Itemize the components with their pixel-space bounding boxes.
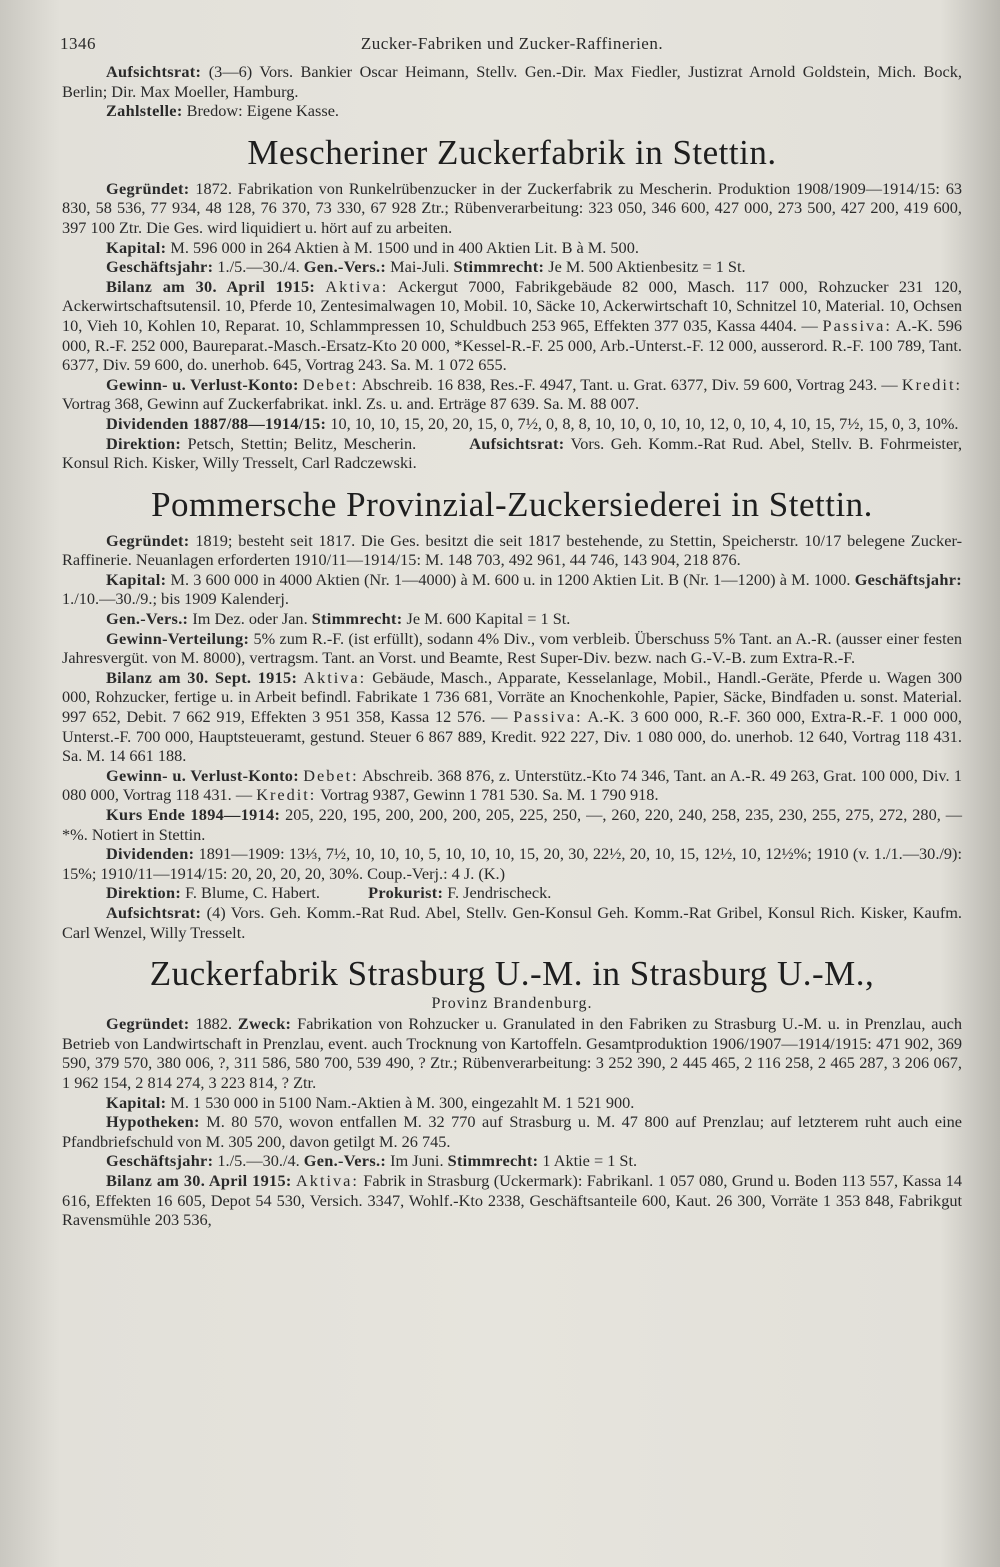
s3-hypotheken — [62, 1112, 962, 1151]
s2-bilanz-label: Bilanz am 30. Sept. 1915: — [106, 667, 298, 687]
s2-kapital — [62, 570, 962, 609]
s3-kapital-label: Kapital: — [106, 1092, 167, 1112]
s3-hypo-label: Hypotheken: — [106, 1112, 200, 1132]
s2-direktion-label: Direktion: — [106, 883, 182, 903]
s1-gv-label: Gen.-Vers.: — [303, 257, 387, 277]
page-header — [62, 34, 962, 62]
s2-kurs-text: 205, 220, 195, 200, 200, 200, 205, 225, 250, —, 260, 220, 240, 258, 235, 230, 255, 275, 272, 280, —*%. Notiert in Stettin. — [62, 805, 963, 844]
s1-aktiva-label: Aktiva: — [325, 276, 389, 296]
s0-zahlstelle-text: Bredow: Eigene Kasse. — [186, 101, 340, 121]
s3-bilanz-label: Bilanz am 30. April 1915: — [106, 1170, 292, 1190]
s1-kapital-label: Kapital: — [106, 237, 167, 257]
s0-zahlstelle-label: Zahlstelle: — [106, 101, 183, 121]
s2-genvers — [62, 609, 962, 629]
s2-passiva-text: A.-K. 3 600 000, R.-F. 360 000, Extra-R.-F. 1 000 000, Unterst.-F. 700 000, Hauptsteueramt, gestund. Steuer 6 867 889, Kredit. 922 227, Div. 1 080 000, do. unerhob. 12 640, Vortrag 118 431. Sa. M. 14 661 188. — [62, 707, 962, 766]
s2-kurs — [62, 805, 962, 844]
s1-aufsichtsrat-text: Vors. Geh. Komm.-Rat Rud. Abel, Stellv. B. Fohrmeister, Konsul Rich. Kisker, Willy Tresselt, Carl Radczewski. — [62, 433, 963, 473]
s2-prokurist-text: F. Jendrischeck. — [447, 883, 552, 903]
s1-bilanz-label: Bilanz am 30. April 1915: — [106, 276, 316, 296]
s2-gewinnv-label: Gewinn-Verteilung: — [106, 628, 250, 648]
s2-aufsichtsrat — [62, 903, 962, 942]
s1-passiva-label: Passiva: — [822, 315, 892, 335]
s1-kredit-text: Vortrag 368, Gewinn auf Zuckerfabrikat. inkl. Zs. u. and. Erträge 87 639. Sa. M. 88 007. — [62, 394, 640, 414]
s1-aufsichtsrat-label: Aufsichtsrat: — [469, 433, 565, 453]
s1-kapital — [62, 238, 962, 258]
s0-aufsichtsrat — [62, 62, 962, 101]
s2-direktion — [62, 883, 962, 903]
s1-passiva-text: A.-K. 596 000, R.-F. 252 000, Baureparat.-Masch.-Ersatz-Kto 20 000, *Kessel-R.-F. 25 000, Arb.-Unterst.-F. 12 000, ausserord. R.-F. 100 789, Tant. 6377, Div. 59 600, do. unerhob. 645, Vortrag 243. Sa. M. 1 072 655. — [62, 315, 962, 375]
s2-gj-text: 1./10.—30./9.; bis 1909 Kalenderj. — [62, 589, 290, 609]
s2-kapital-label: Kapital: — [106, 569, 167, 589]
s1-debet-text: Abschreib. 16 838, Res.-F. 4947, Tant. u. Grat. 6377, Div. 59 600, Vortrag 243. — — [361, 374, 898, 394]
s1-gegruendet-text: 1872. Fabrikation von Runkelrübenzucker in der Zuckerfabrik zu Mescherin. Produktion 1908/1909—1914/15: 63 830, 58 536, 77 934, 48 128, 76 370, 73 330, 67 928 Ztr.; Rübenverarbeitung: 323 050, 346 600, 427 000, 273 500, 427 200, 419 600, 397 100 Ztr. Die Ges. wird liquidiert u. hört auf zu arbeiten. — [62, 178, 962, 237]
s3-aktiva-label: Aktiva: — [296, 1170, 359, 1190]
s1-div-text: 10, 10, 10, 15, 20, 20, 15, 0, 7½, 0, 8, 8, 10, 10, 0, 10, 10, 12, 0, 10, 4, 10, 15, 7½, 15, 0, 3, 10%. — [330, 413, 959, 433]
s1-gj-text: 1./5.—30./4. — [217, 257, 300, 277]
s2-div-text: 1891—1909: 13⅓, 7½, 10, 10, 10, 5, 10, 10, 10, 15, 20, 30, 22½, 20, 10, 15, 12½, 10, 12½%; 1910 (v. 1./1.—30./9): 15%; 1910/11—1914/15: 20, 20, 20, 20, 30%. Coup.-Verj.: 4 J. (K.) — [62, 844, 962, 883]
page-number: 1346 — [60, 34, 96, 53]
s3-stimm-label: Stimmrecht: — [447, 1151, 539, 1171]
s3-kapital-text: M. 1 530 000 in 5100 Nam.-Aktien à M. 300, eingezahlt M. 1 521 900. — [170, 1092, 635, 1112]
s2-gewinnv-text: 5% zum R.-F. (ist erfüllt), sodann 4% Div., vom verbleib. Überschuss 5% Tant. an A.-R. (ausser einer festen Jahresvergüt. von M. 8000), vertragsm. Tant. an Vorst. und Beamte, Rest Super-Div. bezw. nach G.-V.-B. zum Extra-R.-F. — [62, 628, 963, 668]
s1-guv — [62, 375, 962, 414]
s1-gv-text: Mai-Juli. — [390, 257, 450, 277]
s3-zweck-label: Zweck: — [237, 1014, 292, 1034]
s2-guv-label: Gewinn- u. Verlust-Konto: — [106, 765, 299, 785]
s3-gegruendet-label: Gegründet: — [106, 1014, 190, 1034]
s2-kredit-label: Kredit: — [256, 785, 317, 805]
s3-zweck-text: Fabrikation von Rohzucker u. Granulated in den Fabriken zu Strasburg U.-M. u. in Prenzlau, auch Betrieb von Landwirtschaft in Prenzlau, event. auch Trocknung von Kartoffeln. Gesamtproduktion 1906/1907—1914/1915: 471 902, 369 590, 379 570, 380 006, ?, 311 586, 580 700, 539 490, ? Ztr.; Rübenverarbeitung: 3 252 390, 2 445 465, 2 116 258, 2 465 287, 3 206 067, 1 962 154, 2 814 274, 3 223 814, ? Ztr. — [62, 1014, 963, 1092]
s1-direktion — [62, 434, 962, 473]
s2-div-label: Dividenden: — [106, 844, 195, 864]
s2-dividenden — [62, 844, 962, 883]
s2-debet-label: Debet: — [303, 765, 359, 785]
s0-aufsichtsrat-label: Aufsichtsrat: — [106, 62, 202, 81]
s2-stimm-text: Je M. 600 Kapital = 1 St. — [406, 609, 571, 629]
s3-gv-text: Im Juni. — [390, 1151, 444, 1171]
s3-gj-text: 1./5.—30./4. — [217, 1151, 300, 1171]
s1-gegruendet — [62, 179, 962, 238]
s1-div-label: Dividenden 1887/88—1914/15: — [106, 413, 327, 433]
s3-hypo-text: M. 80 570, wovon entfallen M. 32 770 auf Strasburg u. M. 47 800 auf Prenzlau; auf letzterem ruht auch eine Pfandbriefschuld von M. 305 200, davon getilgt M. 26 745. — [62, 1112, 963, 1151]
s2-gj-label: Geschäftsjahr: — [854, 569, 962, 589]
s3-subtitle: Provinz Brandenburg. — [431, 995, 593, 1013]
s3-stimm-text: 1 Aktie = 1 St. — [542, 1151, 638, 1171]
s2-kredit-text: Vortrag 9387, Gewinn 1 781 530. Sa. M. 1 790 918. — [320, 785, 659, 805]
s2-aufsichtsrat-text: (4) Vors. Geh. Komm.-Rat Rud. Abel, Stellv. Gen-Konsul Geh. Komm.-Rat Gribel, Konsul Rich. Kisker, Kaufm. Carl Wenzel, Willy Tresselt. — [62, 902, 962, 942]
s2-direktion-text: F. Blume, C. Habert. — [185, 883, 320, 903]
running-title: Zucker-Fabriken und Zucker-Raffinerien. — [360, 34, 664, 53]
s2-stimm-label: Stimmrecht: — [311, 609, 403, 629]
s1-title: Mescheriner Zuckerfabrik in Stettin. — [247, 132, 777, 172]
s2-aktiva-label: Aktiva: — [303, 667, 367, 687]
s1-stimm-label: Stimmrecht: — [453, 257, 545, 277]
s1-dividenden — [62, 414, 962, 434]
s1-direktion-text: Petsch, Stettin; Belitz, Mescherin. — [187, 433, 417, 453]
s2-gegruendet-label: Gegründet: — [106, 530, 190, 550]
s1-debet-label: Debet: — [302, 374, 359, 394]
s2-passiva-label: Passiva: — [513, 707, 583, 727]
s1-stimm-text: Je M. 500 Aktienbesitz = 1 St. — [548, 257, 746, 277]
s2-aufsichtsrat-label: Aufsichtsrat: — [106, 902, 202, 922]
s2-guv — [62, 766, 962, 805]
s2-debet-text: Abschreib. 368 876, z. Unterstütz.-Kto 74 346, Tant. an A.-R. 49 263, Grat. 100 000, Div. 1 080 000, Vortrag 118 431. — — [62, 765, 963, 805]
s2-gegruendet — [62, 531, 962, 570]
s2-prokurist-label: Prokurist: — [368, 883, 444, 903]
s1-geschaeftsjahr — [62, 257, 962, 277]
s3-gegruendet-text: 1882. — [195, 1014, 233, 1034]
s0-aufsichtsrat-text: (3—6) Vors. Bankier Oscar Heimann, Stellv. Gen.-Dir. Max Fiedler, Justizrat Arnold Goldstein, Mich. Bock, Berlin; Dir. Max Moeller, Hamburg. — [62, 62, 962, 101]
s3-kapital — [62, 1093, 962, 1113]
s2-gv-text: Im Dez. oder Jan. — [192, 609, 308, 629]
s1-kredit-label: Kredit: — [901, 374, 962, 394]
s2-title: Pommersche Provinzial-Zuckersiederei in Stettin. — [151, 484, 873, 524]
s1-gj-label: Geschäftsjahr: — [106, 257, 214, 277]
s1-aktiva-text: Ackergut 7000, Fabrikgebäude 82 000, Masch. 117 000, Rohzucker 231 120, Ackerwirtschaftsutensil. 10, Pferde 10, Zentesimalwagen 10, Mobil. 10, Säcke 10, Ackerwirtschaft 10, Schnitzel 10, Material. 10, Ochsen 10, Vieh 10, Kohlen 10, Reparat. 10, Schlammpressen 10, Schuldbuch 253 965, Effekten 377 035, Kassa 4404. — — [62, 276, 962, 335]
s1-direktion-label: Direktion: — [106, 433, 182, 453]
s3-gj-label: Geschäftsjahr: — [106, 1151, 214, 1171]
s3-gv-label: Gen.-Vers.: — [303, 1151, 387, 1171]
s1-guv-label: Gewinn- u. Verlust-Konto: — [106, 374, 299, 394]
s2-aktiva-text: Gebäude, Masch., Apparate, Kesselanlage, Mobil., Handl.-Geräte, Pferde u. Wagen 300 000, Rohzucker, fertige u. in Arbeit befindl. Fabrikate 1 736 681, Vorräte an Knochenkohle, Papier, Säcke, Bindfaden u. sonst. Material. 997 652, Debit. 7 662 919, Effekten 3 951 358, Kassa 12 576. — — [62, 667, 962, 727]
s3-bilanz — [62, 1171, 962, 1230]
s3-title: Zuckerfabrik Strasburg U.-M. in Strasburg U.-M., — [149, 954, 875, 994]
s0-zahlstelle — [62, 101, 962, 121]
s1-gegruendet-label: Gegründet: — [106, 178, 190, 198]
s1-bilanz — [62, 277, 962, 375]
s2-gewinnverteilung — [62, 629, 962, 668]
s3-geschaeftsjahr — [62, 1151, 962, 1171]
s1-kapital-text: M. 596 000 in 264 Aktien à M. 1500 und in 400 Aktien Lit. B à M. 500. — [170, 237, 639, 257]
s3-gegruendet — [62, 1014, 962, 1092]
s2-kapital-text: M. 3 600 000 in 4000 Aktien (Nr. 1—4000) à M. 600 u. in 1200 Aktien Lit. B (Nr. 1—1200) à M. 1000. — [170, 569, 851, 589]
s2-gegruendet-text: 1819; besteht seit 1817. Die Ges. besitzt die seit 1817 bestehende, zu Stettin, Speicherstr. 10/17 belegene Zucker-Raffinerie. Neuanlagen erforderten 1910/11—1914/15: M. 148 703, 492 961, 44 746, 143 904, 218 876. — [62, 530, 962, 570]
s2-kurs-label: Kurs Ende 1894—1914: — [106, 805, 281, 824]
s2-gv-label: Gen.-Vers.: — [106, 609, 189, 629]
s2-bilanz — [62, 668, 962, 766]
s3-aktiva-text: Fabrik in Strasburg (Uckermark): Fabrikanl. 1 057 080, Grund u. Boden 113 557, Kassa 14 616, Effekten 16 605, Depot 54 530, Versich. 3347, Wohlf.-Kto 2338, Geschäftsanteile 600, Kaut. 26 300, Vorräte 1 353 848, Fabrikgut Ravensmühle 203 536, — [62, 1170, 963, 1230]
